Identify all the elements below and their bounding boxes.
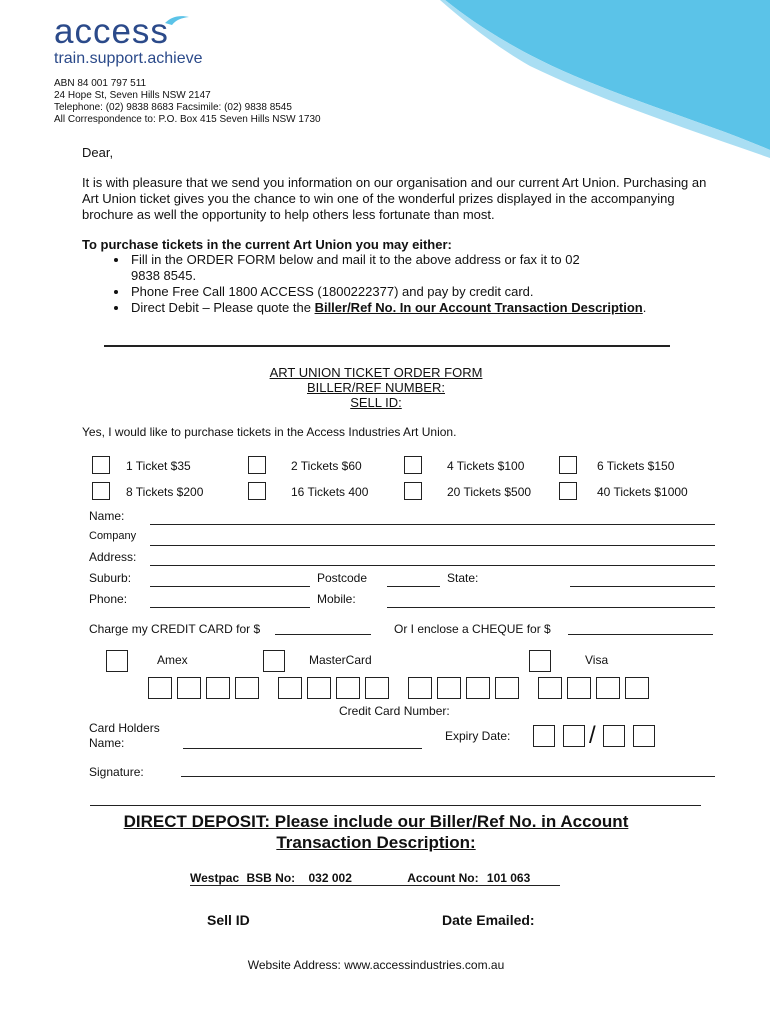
- ticket-16-label: 16 Tickets 400: [291, 485, 369, 499]
- website-text: Website Address: www.accessindustries.com.au: [247, 958, 505, 972]
- company-label: Company: [89, 530, 137, 542]
- cc-digit-box[interactable]: [538, 677, 562, 699]
- expiry-year-box-2[interactable]: [633, 725, 655, 747]
- cc-digit-box[interactable]: [437, 677, 461, 699]
- credit-card-number-label: Credit Card Number:: [339, 704, 450, 718]
- ticket-8-checkbox[interactable]: [92, 482, 110, 500]
- cc-digit-box[interactable]: [336, 677, 360, 699]
- sell-id-field-label: Sell ID: [207, 912, 250, 928]
- cc-digit-box[interactable]: [177, 677, 201, 699]
- card-holder-label: [89, 721, 160, 751]
- cc-digit-box[interactable]: [625, 677, 649, 699]
- address-label: Address:: [89, 550, 137, 564]
- purchase-heading: To purchase tickets in the current Art Union you may either:: [82, 237, 452, 252]
- amex-label: Amex: [157, 653, 188, 667]
- greeting: Dear,: [82, 145, 114, 160]
- cc-digit-box[interactable]: [148, 677, 172, 699]
- company-field[interactable]: [150, 545, 715, 546]
- credit-card-amount-field[interactable]: [275, 634, 371, 635]
- expiry-year-box-1[interactable]: [603, 725, 625, 747]
- direct-deposit-title-line2: Transaction Description:: [276, 833, 476, 852]
- purchase-intro: Yes, I would like to purchase tickets in the Access Industries Art Union.: [82, 425, 457, 439]
- logo-wordmark: access: [54, 12, 169, 51]
- phone-label: Phone:: [89, 592, 128, 606]
- direct-debit-emphasis: Biller/Ref No. In our Account Transaction Description: [314, 300, 643, 315]
- correspondence-text: All Correspondence to: P.O. Box 415 Seven Hills NSW 1730: [54, 114, 321, 125]
- credit-card-amount-label: Charge my CREDIT CARD for $: [89, 622, 261, 636]
- card-holder-label-line2: Name:: [89, 736, 125, 750]
- name-field[interactable]: [150, 524, 715, 525]
- bullet-direct-debit: [129, 300, 719, 316]
- abn-text: ABN 84 001 797 511: [54, 78, 147, 89]
- ticket-40-label: 40 Tickets $1000: [597, 485, 688, 499]
- sell-id-label: SELL ID:: [350, 395, 402, 410]
- ticket-6-checkbox[interactable]: [559, 456, 577, 474]
- ticket-4-label: 4 Tickets $100: [447, 459, 525, 473]
- ticket-20-label: 20 Tickets $500: [447, 485, 532, 499]
- signature-field[interactable]: [181, 776, 715, 777]
- cc-digit-box[interactable]: [408, 677, 432, 699]
- bsb-label: BSB No:: [246, 871, 296, 885]
- purchase-options-list: [82, 252, 719, 316]
- signature-label: Signature:: [89, 765, 144, 779]
- ticket-20-checkbox[interactable]: [404, 482, 422, 500]
- expiry-date-label: Expiry Date:: [445, 729, 511, 743]
- direct-deposit-title-line1: DIRECT DEPOSIT: Please include our Biller/Ref No. in Account: [123, 812, 629, 831]
- expiry-separator: /: [589, 722, 596, 749]
- bullet-order-form: • Fill in the ORDER FORM below and mail it to the above address or fax it to 02 9838 8545.: [129, 252, 611, 284]
- visa-checkbox[interactable]: [529, 650, 551, 672]
- divider-line: [104, 345, 670, 347]
- cheque-amount-label: Or I enclose a CHEQUE for $: [394, 622, 551, 636]
- ticket-4-checkbox[interactable]: [404, 456, 422, 474]
- amex-checkbox[interactable]: [106, 650, 128, 672]
- ticket-16-checkbox[interactable]: [248, 482, 266, 500]
- cc-digit-box[interactable]: [567, 677, 591, 699]
- expiry-month-box-1[interactable]: [533, 725, 555, 747]
- expiry-month-box-2[interactable]: [563, 725, 585, 747]
- deposit-divider: [90, 805, 701, 806]
- mastercard-label: MasterCard: [309, 653, 372, 667]
- cc-digit-box[interactable]: [596, 677, 620, 699]
- date-emailed-label: Date Emailed:: [442, 912, 535, 928]
- ticket-1-checkbox[interactable]: [92, 456, 110, 474]
- logo-tagline: train.support.achieve: [54, 50, 203, 67]
- visa-label: Visa: [585, 653, 609, 667]
- address-field[interactable]: [150, 565, 715, 566]
- cc-digit-box[interactable]: [365, 677, 389, 699]
- biller-ref-label: BILLER/REF NUMBER:: [307, 380, 445, 395]
- ticket-8-label: 8 Tickets $200: [126, 485, 204, 499]
- direct-debit-prefix: Direct Debit – Please quote the: [131, 300, 315, 315]
- cc-digit-box[interactable]: [307, 677, 331, 699]
- direct-debit-suffix: .: [642, 300, 647, 315]
- ticket-2-checkbox[interactable]: [248, 456, 266, 474]
- phone-field[interactable]: [150, 607, 310, 608]
- postcode-label: Postcode: [317, 571, 368, 585]
- cheque-amount-field[interactable]: [568, 634, 713, 635]
- bank-name: Westpac: [190, 871, 240, 885]
- ticket-1-label: 1 Ticket $35: [126, 459, 191, 473]
- cc-digit-box[interactable]: [206, 677, 230, 699]
- ticket-2-label: 2 Tickets $60: [291, 459, 362, 473]
- cc-digit-box[interactable]: [235, 677, 259, 699]
- account-value: 101 063: [486, 871, 531, 885]
- name-label: Name:: [89, 509, 125, 523]
- suburb-label: Suburb:: [89, 571, 132, 585]
- card-holder-label-line1: Card Holders: [89, 721, 160, 735]
- cc-digit-box[interactable]: [278, 677, 302, 699]
- state-field[interactable]: [570, 586, 715, 587]
- cc-digit-box[interactable]: [495, 677, 519, 699]
- ticket-40-checkbox[interactable]: [559, 482, 577, 500]
- address-block: [54, 78, 321, 126]
- bsb-value: 032 002: [308, 871, 352, 885]
- mastercard-checkbox[interactable]: [263, 650, 285, 672]
- intro-paragraph: It is with pleasure that we send you information on our organisation and our current Art Union. Purchasing an Art Union ticket gives you the chance to win one of the wonderful prizes displayed in the accompanying brochure as well the opportunity to help others less fortunate than most.: [82, 175, 707, 222]
- suburb-field[interactable]: [150, 586, 310, 587]
- order-form-title: [0, 365, 752, 410]
- mobile-field[interactable]: [387, 607, 715, 608]
- bullet-phone: • Phone Free Call 1800 ACCESS (1800222377) and pay by credit card.: [129, 284, 719, 300]
- postcode-field[interactable]: [387, 586, 440, 587]
- direct-deposit-title: [0, 811, 752, 853]
- state-label: State:: [447, 571, 479, 585]
- bank-details: [190, 871, 560, 886]
- ticket-6-label: 6 Tickets $150: [597, 459, 675, 473]
- logo: [54, 12, 203, 68]
- order-form-title-line: ART UNION TICKET ORDER FORM: [269, 365, 483, 380]
- logo-bird-icon: [164, 14, 190, 26]
- cc-digit-box[interactable]: [466, 677, 490, 699]
- mobile-label: Mobile:: [317, 592, 356, 606]
- card-holder-name-field[interactable]: [183, 748, 422, 749]
- account-label: Account No:: [407, 871, 479, 885]
- street-text: 24 Hope St, Seven Hills NSW 2147: [54, 90, 211, 101]
- phone-text: Telephone: (02) 9838 8683 Facsimile: (02) 9838 8545: [54, 102, 292, 113]
